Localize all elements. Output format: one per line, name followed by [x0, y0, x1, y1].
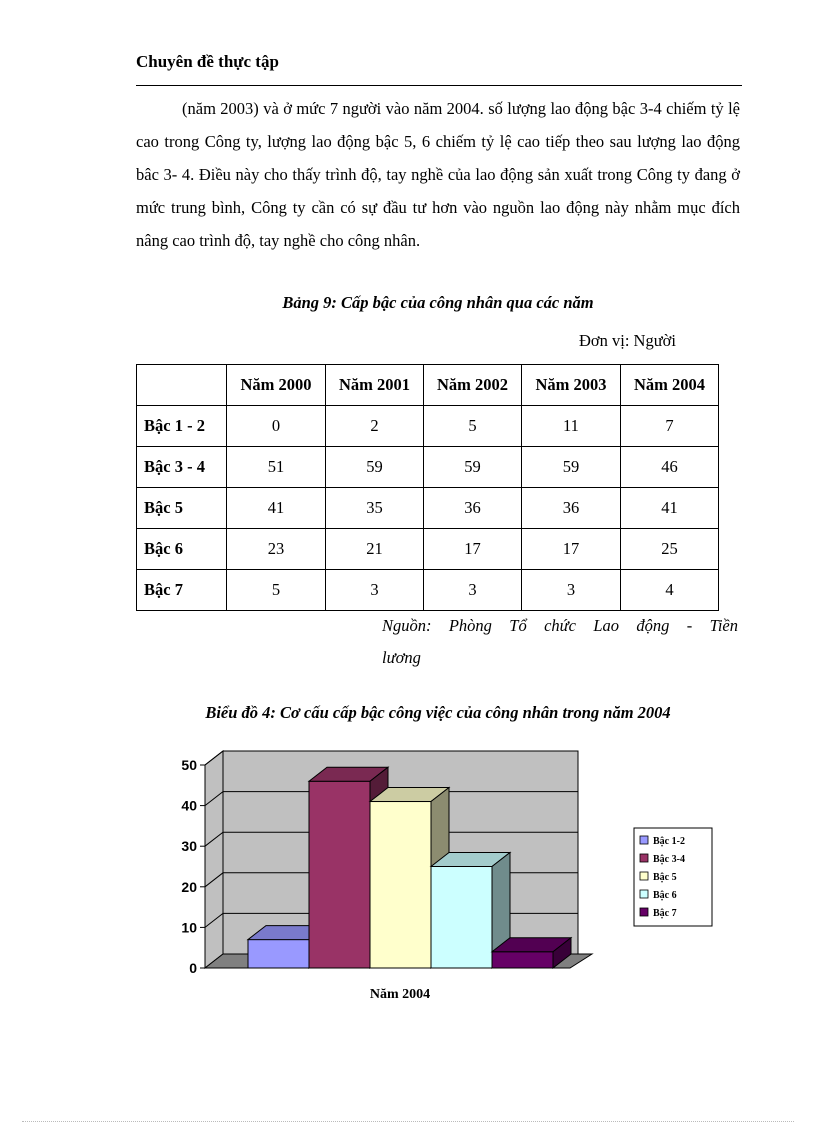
table-cell: 36 — [522, 488, 621, 529]
table-cell: 2 — [326, 406, 424, 447]
legend-swatch — [640, 836, 648, 844]
chart-caption: Biểu đồ 4: Cơ cấu cấp bậc công việc của công nhân trong năm 2004 — [205, 703, 671, 722]
table-caption: Bảng 9: Cấp bậc của công nhân qua các năm — [282, 293, 594, 312]
legend-swatch — [640, 854, 648, 862]
column-header: Năm 2003 — [522, 365, 621, 406]
column-header: Năm 2001 — [326, 365, 424, 406]
header-divider — [136, 85, 742, 86]
table-unit-note: Đơn vị: Người — [579, 331, 676, 350]
table-row — [137, 447, 719, 488]
chart-container — [150, 740, 730, 1020]
bar-front — [248, 940, 309, 968]
table-cell: 36 — [424, 488, 522, 529]
table-cell: 17 — [522, 529, 621, 570]
y-tick-label: 50 — [181, 757, 197, 773]
row-label: Bậc 6 — [137, 529, 227, 570]
bar-front — [492, 952, 553, 968]
table-row — [137, 488, 719, 529]
x-category-label: Năm 2004 — [369, 987, 431, 1002]
column-header: Năm 2002 — [424, 365, 522, 406]
legend-label: Bậc 1-2 — [653, 836, 685, 847]
table-cell: 35 — [326, 488, 424, 529]
y-tick-label: 40 — [181, 797, 197, 814]
y-tick-label: 10 — [181, 919, 197, 936]
body-paragraph: (năm 2003) và ở mức 7 người vào năm 2004. số lượng lao động bậc 3-4 chiếm tỷ lệ cao trong Công ty, lượng lao động bậc 5, 6 chiếm tỷ lệ cao tiếp theo sau lượng lao động bâc 3- 4. Điều này cho thấy trình độ, tay nghề của lao động sản xuất trong Công ty đang ở mức trung bình, Công ty cần có sự đầu tư hơn vào nguồn lao động này nhằm mục đích nâng cao trình độ, tay nghề cho công nhân. — [136, 99, 740, 250]
y-tick-label: 0 — [189, 960, 197, 976]
row-label: Bậc 3 - 4 — [137, 447, 227, 488]
chart-side-wall — [205, 751, 223, 968]
column-header: Năm 2000 — [227, 365, 326, 406]
table-cell: 23 — [227, 529, 326, 570]
legend-label: Bậc 6 — [653, 890, 677, 901]
legend-swatch — [640, 908, 648, 916]
table-cell: 0 — [227, 406, 326, 447]
table-cell: 59 — [326, 447, 424, 488]
table-row — [137, 406, 719, 447]
source-line-2: lương — [382, 648, 421, 667]
table-cell: 46 — [621, 447, 719, 488]
table-cell: 41 — [621, 488, 719, 529]
table-cell: 21 — [326, 529, 424, 570]
table-cell: 59 — [424, 447, 522, 488]
table-cell: 3 — [424, 570, 522, 611]
table-cell: 17 — [424, 529, 522, 570]
table-row — [137, 570, 719, 611]
legend-label: Bậc 7 — [653, 908, 677, 919]
worker-grade-table — [136, 364, 719, 611]
row-label: Bậc 5 — [137, 488, 227, 529]
y-tick-label: 30 — [181, 838, 197, 855]
bar-front — [431, 867, 492, 969]
table-cell: 11 — [522, 406, 621, 447]
bar-front — [309, 781, 370, 968]
table-cell: 5 — [424, 406, 522, 447]
table-cell: 25 — [621, 529, 719, 570]
source-line-1: Nguồn: Phòng Tổ chức Lao động - Tiền — [382, 616, 738, 635]
legend-swatch — [640, 890, 648, 898]
table-cell: 4 — [621, 570, 719, 611]
y-tick-label: 20 — [181, 878, 197, 895]
legend-swatch — [640, 872, 648, 880]
row-label: Bậc 1 - 2 — [137, 406, 227, 447]
table-cell: 3 — [326, 570, 424, 611]
legend-label: Bậc 5 — [653, 872, 677, 883]
table-cell: 59 — [522, 447, 621, 488]
table-cell: 5 — [227, 570, 326, 611]
table-row — [137, 529, 719, 570]
table-header-row — [137, 365, 719, 406]
legend-label: Bậc 3-4 — [653, 854, 685, 865]
bar-front — [370, 802, 431, 968]
table-corner-cell — [137, 365, 227, 406]
table-cell: 41 — [227, 488, 326, 529]
table-cell: 51 — [227, 447, 326, 488]
table-source-note — [382, 610, 738, 674]
table-cell: 7 — [621, 406, 719, 447]
row-label: Bậc 7 — [137, 570, 227, 611]
page-bottom-divider — [22, 1121, 794, 1122]
table-cell: 3 — [522, 570, 621, 611]
bar-chart-3d — [150, 740, 730, 1020]
page-header-title: Chuyên đề thực tập — [136, 52, 279, 71]
column-header: Năm 2004 — [621, 365, 719, 406]
